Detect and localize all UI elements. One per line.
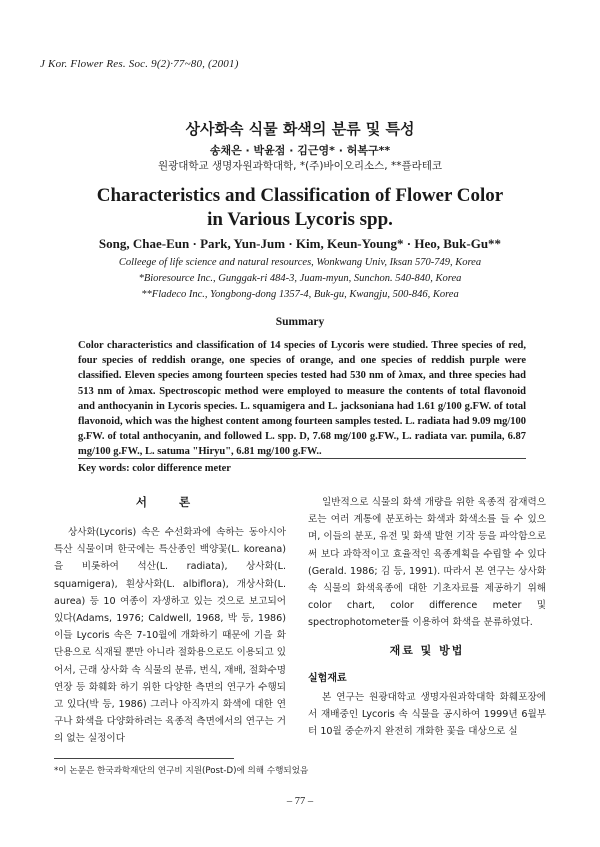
journal-citation: J Kor. Flower Res. Soc. 9(2)·77~80, (2001) [40,58,239,70]
footnote: *이 논문은 한국과학재단의 연구비 지원(Post-D)에 의해 수행되었음 [54,766,309,776]
body-paragraph: 일반적으로 식물의 화색 개량을 위한 육종적 잠재력으로는 여러 계통에 분포하는 화색과 화색소를 들 수 있으며, 이들의 분포, 유전 및 화색 발현 기작 등을 파악함으로써 보다 과학적이고 효율적인 육종계획을 수립할 수 있다(Gerald. 1986; 김 등, 1991). 따라서 본 연구는 상사화 속 식물의 화색육종에 대한 기초자료를 제공하기 위해 color chart, color difference meter 및 spectrophotometer를 이용하여 화색을 분류하였다. [308,497,546,629]
footnote-divider [54,758,234,759]
body-paragraph: 본 연구는 원광대학교 생명자원과학대학 화훼포장에서 재배중인 Lycoris 속 식물을 공시하여 1999년 6월부터 10월 중순까지 완전히 개화한 꽃을 대상으로 실 [308,691,546,738]
left-column [54,494,286,748]
authors-english: Song, Chae-Eun · Park, Yun-Jum · Kim, Keun-Young* · Heo, Buk-Gu** [98,236,502,251]
affiliation-line: **Fladeco Inc., Yongbong-dong 1357-4, Buk-gu, Kwangju, 500-846, Korea [141,289,459,300]
section-heading-methods: 재료 및 방법 [389,643,465,657]
section-heading-introduction: 서 론 [135,495,205,509]
right-column [308,494,546,740]
affiliation-korean: 원광대학교 생명자원과학대학, *(주)바이오리소스, **플라테코 [157,160,443,172]
title-english-line2: in Various Lycoris spp. [207,209,393,230]
keywords: Key words: color difference meter [78,463,231,474]
body-paragraph: 상사화(Lycoris) 속은 수선화과에 속하는 동아시아 특산 식물이며 한국에는 특산종인 백양꽃(L. koreana)을 비롯하여 석산(L. radiata), 상사화(L. squamigera), 흰상사화(L. albiflora), 개상사화(L. aurea) 등 10 여종이 자생하고 있는 것으로 보고되어 있다(Adams, 1976; Caldwell, 1968, 박 등, 1986) 이들 Lycoris 속은 7-10월에 개화하기 때문에 기을 화단용으로 식재될 뿐만 아니라 절화용으로도 이용되고 있어서, 근래 상사화 속 식물의 분류, 번식, 재배, 절화수명 연장 등 화훼화 하기 위한 다양한 측면의 연구가 수행되고 있다(박 등, 1986) 그러나 아직까지 화색에 대한 연구나 화색을 다양화하려는 육종적 측면에서의 연구는 거의 없는 실정이다 [54,527,286,745]
affiliations-english [0,255,600,303]
title-english [30,184,570,232]
title-korean: 상사화속 식물 화색의 분류 및 특성 [185,120,415,138]
divider [78,458,526,459]
authors-korean: 송채은 · 박윤점 · 김근영* · 허복구** [209,144,391,157]
page-number: – 77 – [286,796,314,807]
summary-text: Color characteristics and classification of 14 species of Lycoris were studied. Three species of red, four species of reddish orange, one species of orange, and one species of reddish purple were classified. Eleven species among fourteen species tested had 530 nm of λmax, and three species had 513 nm of λmax. Spectroscopic method were employed to measure the contents of total flavonoid and anthocyanin in Lycoris species. L. squamigera and L. jacksoniana had 1.61 g/100 g.FW. of total flavonoid, which was the highest content among fourteen samples tested. L. radiata had 9.09 mg/100 g.FW. of total anthocyanin, and followed L. spp. D, 7.68 mg/100 g.FW., L. radiata var. pumila, 6.87 mg/100 g.FW., L. satuma "Hiryu", 6.81 mg/100 g.FW.. [78,340,526,458]
subheading-materials: 실험재료 [308,672,347,684]
affiliation-line: Colleege of life science and natural resources, Wonkwang Univ, Iksan 570-749, Korea [118,257,482,268]
affiliation-line: *Bioresource Inc., Gunggak-ri 484-3, Juam-myun, Sunchon. 540-840, Korea [138,273,462,284]
summary-heading: Summary [275,316,325,328]
title-english-line1: Characteristics and Classification of Flower Color [96,185,504,206]
